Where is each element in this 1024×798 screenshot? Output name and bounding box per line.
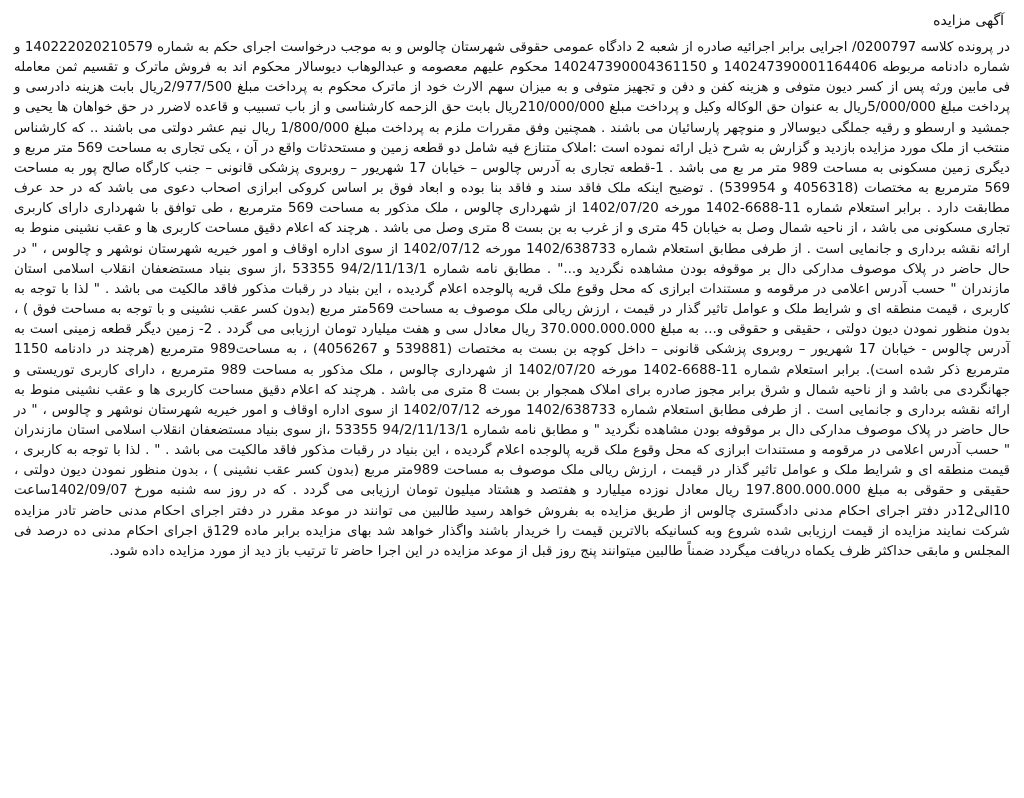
notice-body: در پرونده کلاسه 0200797/ اجرایی برابر اجرائیه صادره از شعبه 2 دادگاه عمومی حقوقی شهرستان چالوس و به موجب درخواست اجرای حکم به شماره 140222020210579 و شماره دادنامه مربوطه 140247390001164406 و 140247390004361150 محکوم علیهم معصومه و عبدالوهاب دیوسالار محکوم اند به فروش ماترک و تقسیم ثمن معامله فی مابین ورثه پس از کسر دیون متوفی و هزینه کفن و دفن و تجهیز متوفی و به میزان سهم الارث خود از ماترک محکوم به پرداخت مبلغ 2/977/500ریال بابت هزینه دادرسی و پرداخت مبلغ 5/000/000ریال به عنوان حق الوکاله وکیل و پرداخت مبلغ 210/000/000ریال بابت حق الزحمه کارشناسی و از باب تسبیب و قاعده لاضرر در حق خواهان ها یحیی و جمشید و ارسطو و رقیه جملگی دیوسالار و منوچهر پارسائیان می باشند . همچنین وفق مقررات ملزم به پرداخت مبلغ 1/800/000 ریال نیم عشر دولتی می باشند .. که کارشناس منتخب از ملک مورد مزایده بازدید و گزارش به شرح ذیل ارائه نموده است :املاک متنازع فیه شامل دو قطعه زمین و مستحدثات واقع در آن ، یکی تجاری به مساحت 569 متر مربع و دیگری زمین مسکونی به مساحت 989 متر مر بع می باشد . 1-قطعه تجاری به آدرس چالوس – خیابان 17 شهریور – روبروی پزشکی قانونی – جنب کارگاه صالح پور به مساحت 569 مترمربع به مختصات (4056318 و 539954) . توضیح اینکه ملک فاقد سند و فاقد بنا بوده و ابعاد فوق بر اساس کروکی ابرازی اصحاب دعوی می باشد که در حد عرف مطابقت دارد . برابر استعلام شماره 11-6688-1402 مورخه 1402/07/20 از شهرداری چالوس ، ملک مذکور به مساحت 569 مترمربع ، طی توافق با شهرداری دارای کاربری تجاری مسکونی می باشد ، از ناحیه شمال وصل به خیابان 45 متری و از غرب به بن بست 8 متری وصل می باشد . هرچند که اعلام دقیق مساحت کاربری ها و عقب نشینی منوط به ارائه نقشه برداری و جانمایی است . از طرفی مطابق استعلام شماره 1402/638733 مورخه 1402/07/12 از سوی اداره اوقاف و امور خیریه شهرستان نوشهر و چالوس ، " در حال حاضر در پلاک موصوف مدارکی دال بر موقوفه بودن مشاهده نگردید و..." . مطابق نامه شماره 94/2/11/13/1 53355 ،از سوی بنیاد مستضعفان انقلاب اسلامی استان مازندران " حسب آدرس اعلامی در مرقومه و مستندات ابرازی که محل وقوع ملک قریه پالوجده اعلام گردیده ، این بنیاد در رقبات مذکور فاقد مالکیت می باشد . " لذا با توجه به کاربری ، قیمت منطقه ای و شرایط ملک و عوامل تاثیر گذار در قیمت ، ارزش ریالی ملک موصوف به مساحت 569متر مربع (بدون کسر عقب نشینی و با توجه به مساحت فوق ) ، بدون منظور نمودن دیون دولتی ، حقیقی و حقوقی و... به مبلغ 370.000.000.000 ریال معادل سی و هفت میلیارد تومان ارزیابی می گردد . 2- زمین دیگر قطعه زمینی است به آدرس چالوس - خیابان 17 شهریور – روبروی پزشکی قانونی – داخل کوچه بن بست به مختصات (539881 و 4056267) ، به مساحت989 مترمربع (هرچند در دادنامه 1150 مترمربع ذکر شده است). برابر استعلام شماره 11-6688-1402 مورخه 1402/07/20 از شهرداری چالوس ، ملک مذکور به مساحت 989 مترمربع ، دارای کاربری توریستی و جهانگردی می باشد و از ناحیه شمال و شرق برابر مجوز صادره برای املاک همجوار بن بست 8 متری می باشد . هرچند که اعلام دقیق مساحت کاربری ها و عقب نشینی منوط به ارائه نقشه برداری و جانمایی است . از طرفی مطابق استعلام شماره 1402/638733 مورخه 1402/07/12 از سوی اداره اوقاف و امور خیریه شهرستان نوشهر و چالوس ، " در حال حاضر در پلاک موصوف مدارکی دال بر موقوفه بودن مشاهده نگردید " و مطابق نامه شماره 94/2/11/13/1 53355 ،از سوی بنیاد مستضعفان انقلاب اسلامی استان مازندران " حسب آدرس اعلامی در مرقومه و مستندات ابرازی که محل وقوع ملک قریه پالوجده اعلام گردیده ، این بنیاد در رقبات مذکور فاقد مالکیت می باشد . " . لذا با توجه به کاربری ، قیمت منطقه ای و شرایط ملک و عوامل تاثیر گذار در قیمت ، ارزش ریالی ملک موصوف به مساحت 989متر مربع (بدون کسر عقب نشینی ) ، بدون منظور نمودن دیون دولتی ، حقیقی و حقوقی به مبلغ 197.800.000.000 ریال معادل نوزده میلیارد و هفتصد و هشتاد میلیون تومان ارزیابی می گردد . که در روز سه شنبه مورخ 1402/09/07ساعت 10الی12در دفتر اجرای احکام مدنی دادگستری چالوس از طریق مزایده به بفروش خواهد رسید طالبین می توانند در موعد مقرر در دفتر اجرای احکام مدنی حاضر تادر مزایده شرکت نمایند مزایده از قیمت ارزیابی شده شروع وبه کسانیکه بالاترین قیمت را خریدار باشند واگذار خواهد شد بهای مزایده برابر ماده 129ق اجرای احکام مدنی ده درصد فی المجلس و مابقی حداکثر ظرف یکماه دریافت میگردد ضمناً طالبین میتوانند پنج روز قبل از موعد مزایده در این اجرا حاضر تا ترتیب باز دید از مورد مزایده داده شود.: [14, 40, 1011, 559]
notice-title: آگهی مزایده: [933, 13, 1004, 29]
